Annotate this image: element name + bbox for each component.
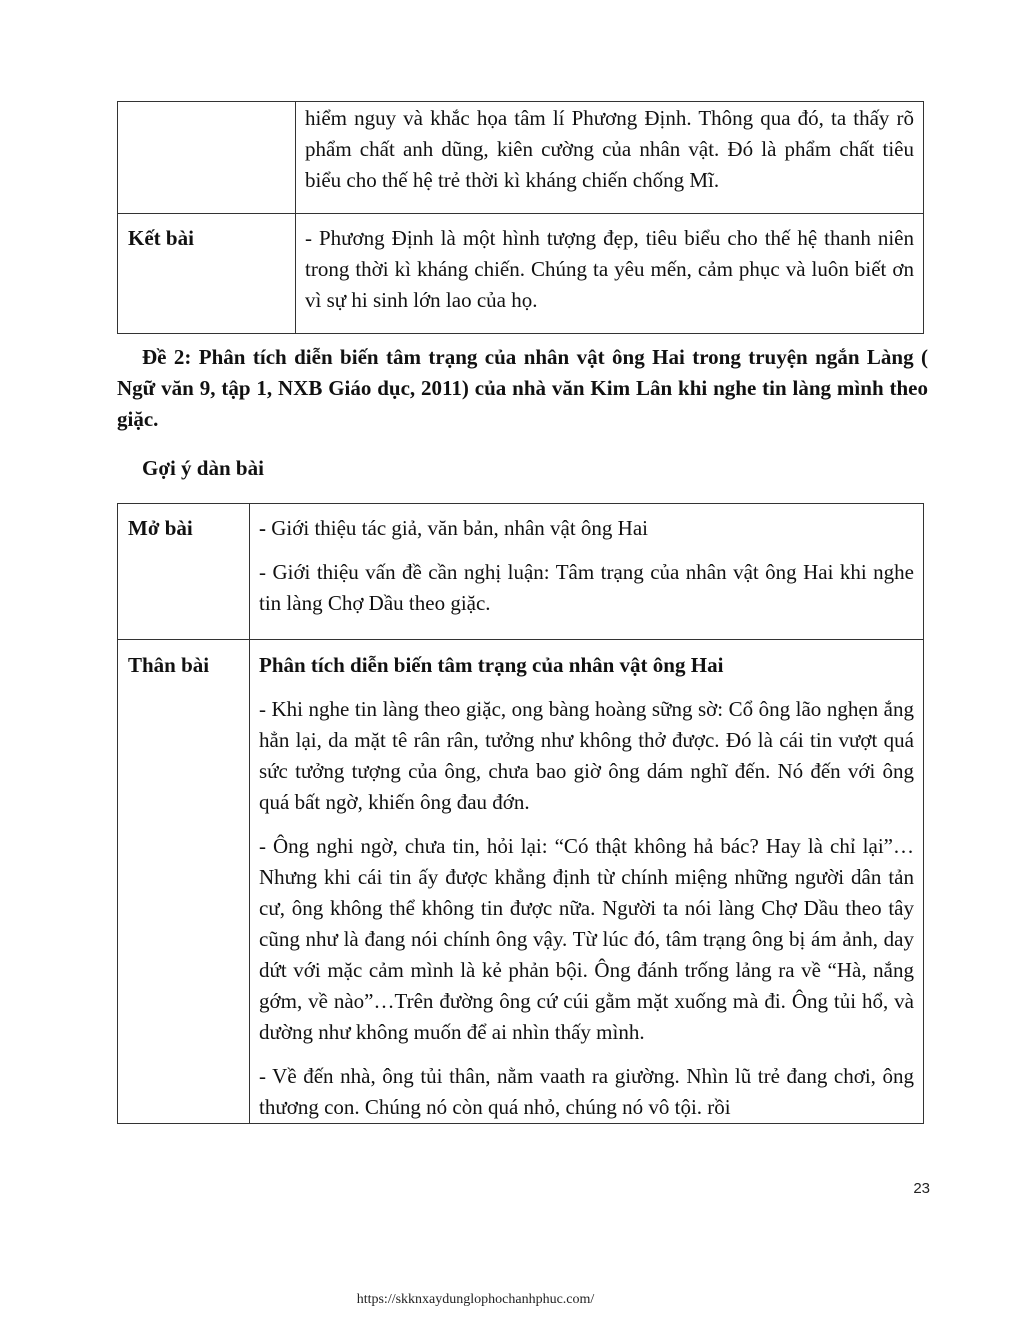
table-row xyxy=(118,640,924,1124)
row-label-mo-bai: Mở bài xyxy=(118,504,250,640)
section-subheading: Phân tích diễn biến tâm trạng của nhân vật ông Hai xyxy=(259,653,724,677)
paragraph: - Về đến nhà, ông tủi thân, nằm vaath ra giường. Nhìn lũ trẻ đang chơi, ông thương con. Chúng nó còn quá nhỏ, chúng nó vô tội. rồi xyxy=(259,1064,914,1119)
paragraph: - Giới thiệu vấn đề cần nghị luận: Tâm trạng của nhân vật ông Hai khi nghe tin làng Chợ Dầu theo giặc. xyxy=(259,560,914,615)
table-row xyxy=(118,214,924,334)
paragraph: hiểm nguy và khắc họa tâm lí Phương Định. Thông qua đó, ta thấy rõ phẩm chất anh dũng, kiên cường của nhân vật. Đó là phẩm chất tiêu biểu cho thế hệ trẻ thời kì kháng chiến chống Mĩ. xyxy=(305,106,914,192)
paragraph-text: Giới thiệu tác giả, văn bản, nhân vật ông Hai xyxy=(266,516,648,540)
outline-table-1 xyxy=(117,101,924,334)
footer-url: https://skknxaydunglophochanhphuc.com/ xyxy=(356,1292,595,1307)
row-content xyxy=(296,102,924,214)
row-content xyxy=(250,640,924,1124)
outline-heading: Gợi ý dàn bài xyxy=(142,456,264,480)
row-content xyxy=(250,504,924,640)
paragraph xyxy=(259,513,914,544)
outline-table-2 xyxy=(117,503,924,1124)
row-content xyxy=(296,214,924,334)
paragraph: - Phương Định là một hình tượng đẹp, tiêu biểu cho thế hệ thanh niên trong thời kì kháng chiến. Chúng ta yêu mến, cảm phục và luôn biết ơn vì sự hi sinh lớn lao của họ. xyxy=(305,226,914,312)
row-label-than-bai: Thân bài xyxy=(118,640,250,1124)
row-label-empty xyxy=(118,102,296,214)
table-row xyxy=(118,504,924,640)
table-row xyxy=(118,102,924,214)
bullet-dash: - xyxy=(259,516,266,540)
row-label-ket-bai: Kết bài xyxy=(118,214,296,334)
paragraph: - Ông nghi ngờ, chưa tin, hỏi lại: “Có thật không hả bác? Hay là chỉ lại”…Nhưng khi cái tin ấy được khẳng định từ chính miệng những người dân tản cư, ông không thể không tin được nữa. Người ta nói làng Chợ Dầu theo tây cũng như là đang nói chính ông vậy. Từ lúc đó, tâm trạng ông bị ám ảnh, day dứt với mặc cảm mình là kẻ phản bội. Ông đánh trống lảng ra về “Hà, nắng gớm, về nào”…Trên đường ông cứ cúi gằm mặt xuống mà đi. Ông tủi hổ, và dường như không muốn để ai nhìn thấy mình. xyxy=(259,834,914,1044)
paragraph: - Khi nghe tin làng theo giặc, ong bàng hoàng sững sờ: Cổ ông lão nghẹn ắng hẳn lại, da mặt tê rân rân, tưởng như không thở được. Đó là cái tin vượt quá sức tưởng tượng của ông, chưa bao giờ ông dám nghĩ đến. Nó đến với ông quá bất ngờ, khiến ông đau đớn. xyxy=(259,697,914,814)
page-number: 23 xyxy=(913,1180,930,1197)
exercise-heading: Đề 2: Phân tích diễn biến tâm trạng của nhân vật ông Hai trong truyện ngắn Làng ( Ngữ văn 9, tập 1, NXB Giáo dục, 2011) của nhà văn Kim Lân khi nghe tin làng mình theo giặc. xyxy=(117,345,928,431)
